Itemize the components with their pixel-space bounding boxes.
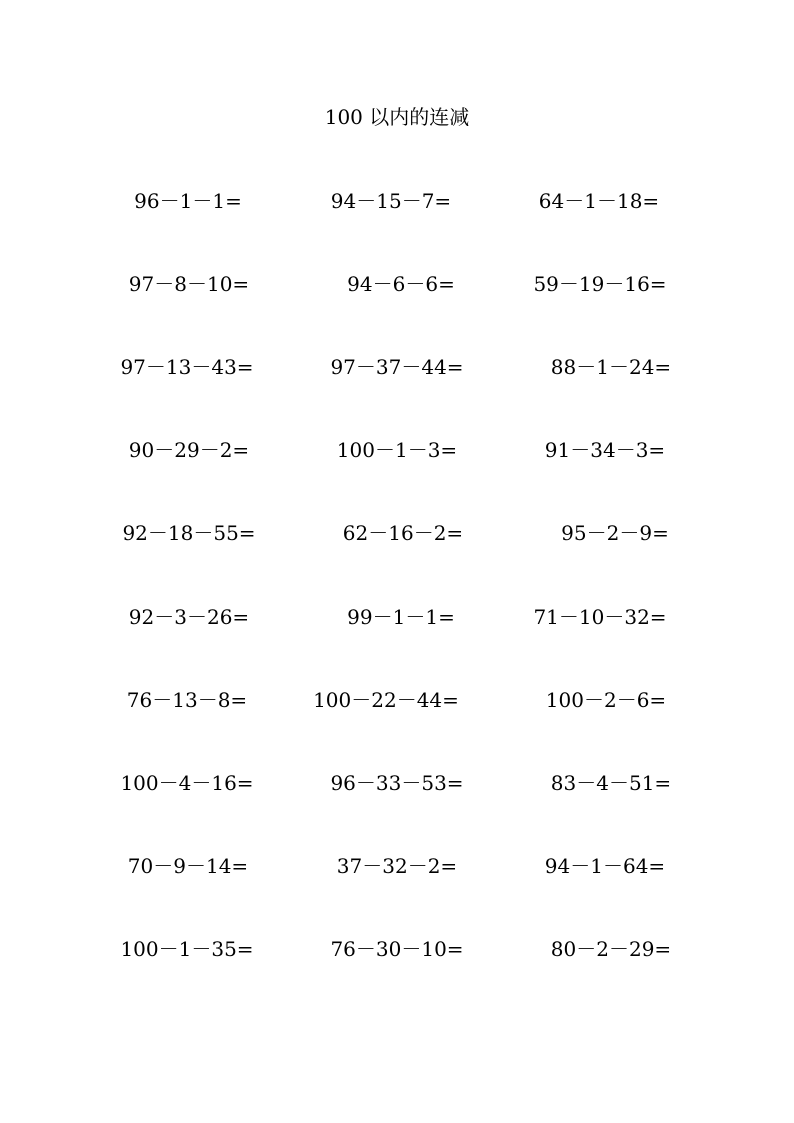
problem-item: 94－1－64= <box>544 854 666 878</box>
problem-item: 83－4－51= <box>550 771 672 795</box>
problem-item: 62－16－2= <box>342 521 464 545</box>
problem-item: 100－22－44= <box>313 688 459 712</box>
problem-item: 76－30－10= <box>330 937 464 961</box>
problem-item: 97－37－44= <box>330 355 464 379</box>
problem-item: 71－10－32= <box>533 605 667 629</box>
problem-item: 97－8－10= <box>128 272 250 296</box>
problem-item: 95－2－9= <box>561 521 669 545</box>
problem-item: 94－15－7= <box>330 189 452 213</box>
problem-item: 94－6－6= <box>347 272 455 296</box>
problem-item: 100－1－35= <box>120 937 254 961</box>
problem-item: 99－1－1= <box>347 605 455 629</box>
problem-item: 90－29－2= <box>128 438 250 462</box>
problem-item: 91－34－3= <box>544 438 666 462</box>
problem-item: 97－13－43= <box>120 355 254 379</box>
problem-item: 100－2－6= <box>545 688 667 712</box>
problem-item: 59－19－16= <box>533 272 667 296</box>
problem-item: 37－32－2= <box>336 854 458 878</box>
page-title: 100 以内的连减 <box>324 105 470 129</box>
problem-item: 76－13－8= <box>126 688 248 712</box>
problem-item: 100－4－16= <box>120 771 254 795</box>
problem-item: 92－18－55= <box>122 521 256 545</box>
problem-item: 96－33－53= <box>330 771 464 795</box>
problem-item: 100－1－3= <box>336 438 458 462</box>
problem-item: 70－9－14= <box>127 854 249 878</box>
problem-item: 80－2－29= <box>550 937 672 961</box>
problem-item: 92－3－26= <box>128 605 250 629</box>
problem-item: 88－1－24= <box>550 355 672 379</box>
problem-item: 96－1－1= <box>134 189 242 213</box>
problem-item: 64－1－18= <box>538 189 660 213</box>
